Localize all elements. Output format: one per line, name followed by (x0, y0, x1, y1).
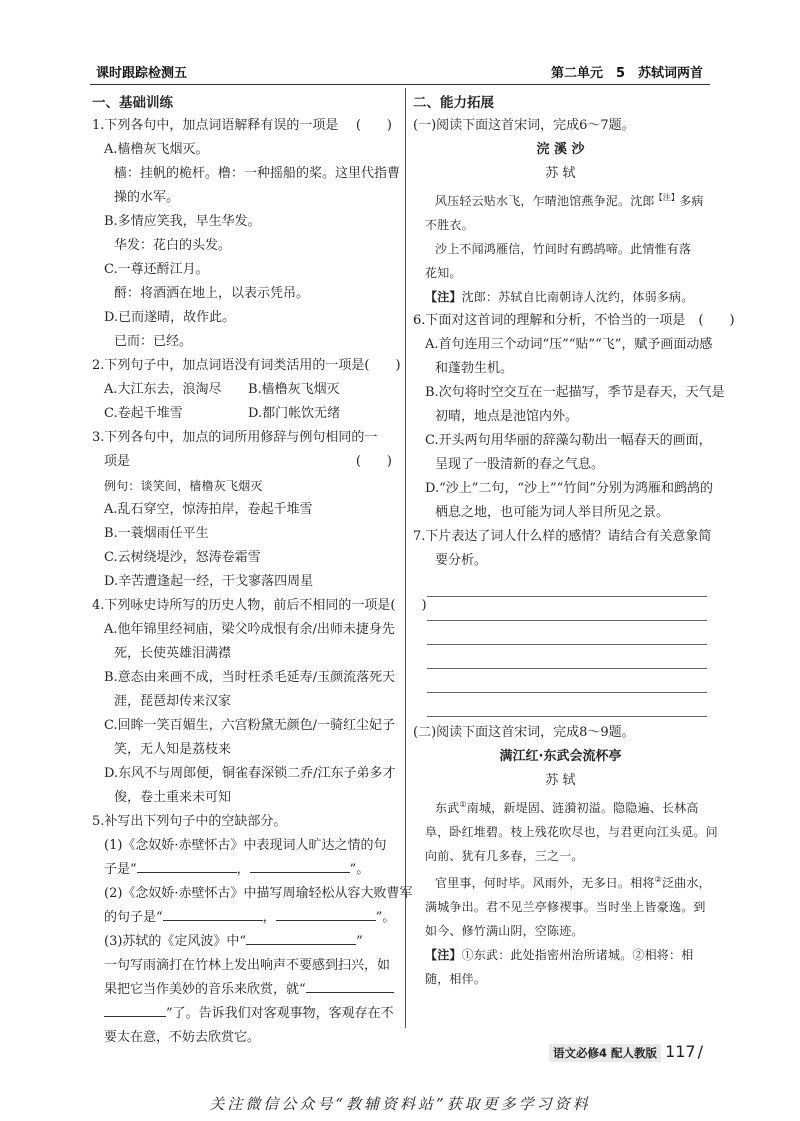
q5-part3-line2: 一句写雨滴打在竹林上发出响声不要感到扫兴，如 (104, 958, 391, 973)
answer-line[interactable] (427, 620, 707, 621)
q5-blank-3b[interactable] (306, 978, 394, 993)
q5-part1-comma: ， (236, 862, 250, 877)
poem2-line4a: 官里事，何时毕。风雨外，无多日。相将 (435, 876, 655, 890)
q4-option-b-1: B.意态由来画不成，当时枉杀毛延寿/玉颜流落死天 (104, 670, 396, 685)
q5-blank-3a[interactable] (246, 930, 356, 945)
poem2-line5: 满城争出。君不见兰亭修禊事。当时坐上皆豪逸。到 (425, 900, 706, 914)
section-basic-training: 一、基础训练 (92, 95, 173, 111)
q4-option-d-1: D.东风不与周郎便，铜雀春深锁二乔/江东子弟多才 (104, 766, 396, 781)
q5-part3-line4: ”了。告诉我们对客观事物，客观存在不 (166, 1006, 394, 1021)
q5-part2-suffix: ”。 (375, 910, 396, 925)
poem2-line3: 向前、犹有几多春，三之一。 (425, 849, 584, 863)
poem2-author: 苏 轼 (545, 773, 576, 788)
q3-paren: ( ) (355, 454, 392, 469)
page-footer (549, 1042, 703, 1061)
poem2-line4b: 泛曲水， (661, 876, 711, 890)
poem2-note-tag: 【注】 (425, 948, 462, 962)
q1-option-d: D.已而遂晴，故作此。 (104, 310, 236, 325)
q5-part3-line5: 要太在意，不妨去欣赏它。 (104, 1030, 261, 1045)
poem1-line4: 花知。 (425, 266, 462, 280)
q1-option-b: B.多情应笑我，早生华发。 (104, 214, 261, 229)
answer-line[interactable] (427, 692, 707, 693)
q4-option-d-2: 俊，卷土重来未可知 (114, 790, 232, 805)
q3-stem-2: 项是 (104, 454, 131, 469)
reading-part-2 (413, 721, 718, 991)
poem2-line2: 阜，卧红堆碧。枝上残花吹尽也，与君更向江头觅。问 (425, 825, 718, 839)
q4-option-a-1: A.他年锦里经祠庙，梁父吟成恨有余/出师未捷身先 (104, 622, 395, 637)
q5-part1-line1: (1)《念奴娇·赤壁怀古》中表现词人旷达之情的句 (104, 838, 387, 853)
question-1 (92, 114, 401, 354)
q4-stem: 4.下列咏史诗所写的历史人物，前后不相同的一项是( ) (92, 598, 427, 613)
question-3 (92, 426, 392, 594)
poem2-note-marker-1: ① (459, 800, 467, 809)
q4-option-b-2: 涯，琵琶却传来汉家 (114, 694, 232, 709)
q5-part2-comma: ， (262, 910, 276, 925)
part2-intro: (二)阅读下面这首宋词，完成8～9题。 (413, 725, 635, 740)
question-2 (92, 354, 401, 426)
q5-part2-prefix: 的句子是“ (104, 910, 163, 925)
q2-option-b: B.樯橹灰飞烟灭 (248, 382, 340, 397)
header-left-title: 课时跟踪检测五 (96, 66, 188, 81)
poem1-note-marker: 【注】 (654, 193, 680, 202)
q1-paren: ( ) (355, 118, 392, 133)
q7-answer-lines (413, 596, 708, 717)
poem2-line1b: 南城，新堤固、涟漪初溢。隐隐遍、长林高 (466, 801, 699, 815)
poem1-line1-tail: 多病 (679, 194, 704, 208)
left-column (92, 92, 427, 1050)
q6-stem: 6.下面对这首词的理解和分析，不恰当的一项是 ( ) (413, 313, 735, 328)
q5-stem: 5.补写出下列句子中的空缺部分。 (92, 814, 287, 829)
poem1-line2: 不胜衣。 (425, 218, 474, 232)
q5-part3-prefix: (3)苏轼的《定风波》中“ (104, 934, 247, 949)
poem1-note: 沈郎：苏轼自比南朝诗人沈约，体弱多病。 (461, 290, 694, 304)
answer-line[interactable] (427, 596, 707, 597)
poem2-line1a: 东武 (435, 801, 460, 815)
q2-option-a: A.大江东去，浪淘尽 (104, 382, 222, 397)
q4-option-c-1: C.回眸一笑百媚生，六宫粉黛无颜色/一骑红尘妃子 (104, 718, 395, 733)
q6-option-b-2: 初晴，地点是池馆内外。 (435, 409, 579, 424)
q5-blank-1b[interactable] (250, 858, 350, 873)
q6-option-c-1: C.开头两句用华丽的辞藻勾勒出一幅春天的画面， (425, 433, 712, 448)
q1-b-explain: 华发：花白的头发。 (114, 238, 232, 253)
q5-blank-2a[interactable] (163, 906, 263, 921)
q3-option-d: D.辛苦遭逢起一经，干戈寥落四周星 (104, 574, 314, 589)
right-column (413, 92, 735, 991)
q3-example: 例句：谈笑间，樯橹灰飞烟灭 (104, 479, 263, 493)
q2-option-c: C.卷起千堆雪 (104, 406, 183, 421)
q1-option-c: C.一尊还酹江月。 (104, 262, 209, 277)
q1-option-a: A.樯橹灰飞烟灭。 (104, 142, 209, 157)
footer-slash: / (697, 1042, 703, 1061)
page-number: 117 (665, 1042, 696, 1061)
q5-part3-line3: 果把它当作美妙的音乐来欣赏，就“ (104, 982, 306, 997)
poem1-line1: 风压轻云贴水飞，乍晴池馆燕争泥。沈郎 (435, 194, 655, 208)
q3-option-c: C.云树绕堤沙，怒涛卷霜雪 (104, 550, 261, 565)
q2-option-d: D.都门帐饮无绪 (248, 406, 341, 421)
q2-stem: 2.下列句子中，加点词语没有词类活用的一项是( ) (92, 358, 401, 373)
q6-option-a-1: A.首句连用三个动词“压”“贴”“飞”，赋予画面动感 (425, 337, 713, 352)
answer-line[interactable] (427, 668, 707, 669)
poem1-author: 苏 轼 (545, 166, 576, 181)
q1-d-explain: 已而：已经。 (114, 334, 193, 349)
answer-line[interactable] (427, 644, 707, 645)
q5-blank-2b[interactable] (276, 906, 376, 921)
q3-stem-1: 3.下列各句中，加点的词所用修辞与例句相同的一 (92, 430, 378, 445)
q7-stem-1: 7.下片表达了词人什么样的感情？请结合有关意象简 (413, 529, 712, 544)
poem2-title: 满江红·东武会流杯亭 (499, 749, 622, 764)
q3-option-a: A.乱石穿空，惊涛拍岸，卷起千堆雪 (104, 502, 313, 517)
q7-stem-2: 要分析。 (435, 553, 488, 568)
poem2-line6: 如今、修竹满山阴，空陈迹。 (425, 924, 584, 938)
poem2-note-2: 随，相伴。 (425, 972, 487, 986)
header-rule (90, 84, 710, 85)
poem1-title: 浣 溪 沙 (536, 142, 585, 157)
q5-part1-prefix: 子是“ (104, 862, 137, 877)
question-5 (92, 810, 413, 1050)
part1-intro: (一)阅读下面这首宋词，完成6～7题。 (413, 118, 635, 133)
promo-note: 关注微信公众号“教辅资料站”获取更多学习资料 (209, 1095, 591, 1113)
q6-option-b-1: B.次句将时空交互在一起描写，季节是春天，天气是 (425, 385, 725, 400)
q3-option-b: B.一蓑烟雨任平生 (104, 526, 209, 541)
q6-option-a-2: 和蓬勃生机。 (435, 361, 514, 376)
q5-part1-suffix: ”。 (349, 862, 370, 877)
reading-part-1 (413, 114, 735, 717)
q4-option-c-2: 笑，无人知是荔枝来 (114, 742, 232, 757)
q5-blank-3c[interactable] (104, 1002, 166, 1017)
q1-a-explain-2: 操的水军。 (114, 190, 180, 205)
header-right-title: 第二单元 5 苏轼词两首 (550, 66, 703, 81)
q5-blank-1a[interactable] (137, 858, 237, 873)
question-4 (92, 594, 427, 810)
book-label: 语文必修4 配人教版 (549, 1044, 661, 1062)
poem1-note-tag: 【注】 (425, 290, 462, 304)
q1-stem: 1.下列各句中，加点词语解释有误的一项是 (92, 118, 339, 133)
q6-option-c-2: 呈现了一股清新的春之气息。 (435, 457, 605, 472)
section-ability-expansion: 二、能力拓展 (413, 95, 494, 111)
q6-option-d-2: 栖息之地，也可能为词人举目所见之景。 (435, 505, 670, 520)
q1-c-explain: 酹：将酒洒在地上，以表示凭吊。 (114, 286, 310, 301)
q1-a-explain-1: 樯：挂帆的桅杆。橹：一种摇船的桨。这里代指曹 (114, 166, 401, 181)
q6-option-d-1: D.“沙上”二句，“沙上”“竹间”分别为鸿雁和鹧鸪的 (425, 481, 713, 496)
q4-option-a-2: 死，长使英雄泪满襟 (114, 646, 232, 661)
q5-part2-line1: (2)《念奴娇·赤壁怀古》中描写周瑜轻松从容大败曹军 (104, 886, 413, 901)
poem1-line3: 沙上不闻鸿雁信，竹间时有鹧鸪啼。此情惟有落 (435, 242, 692, 256)
poem2-note-marker-2: ② (654, 875, 662, 884)
answer-line[interactable] (427, 716, 707, 717)
poem2-note-1: ①东武：此处指密州治所诸城。②相将：相 (461, 948, 694, 962)
q5-part3-quote-close: ” (356, 934, 363, 949)
